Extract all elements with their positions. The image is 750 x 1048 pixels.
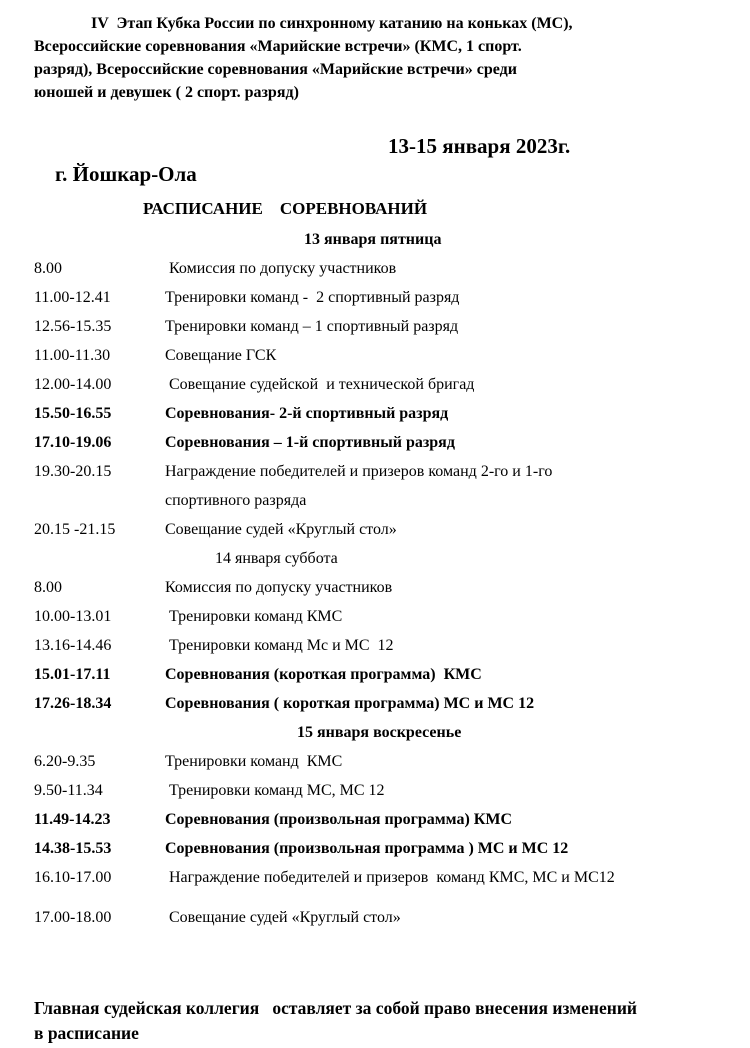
day-section <box>34 225 740 544</box>
document-title-line: IV Этап Кубка России по синхронному катанию на коньках (МС), <box>91 15 573 32</box>
city-date-row <box>34 132 740 186</box>
schedule-row <box>34 428 740 457</box>
schedule-row <box>34 689 740 718</box>
schedule-row <box>34 747 740 776</box>
schedule-row <box>34 283 740 312</box>
row-time: 13.16-14.46 <box>34 637 112 654</box>
row-description: Тренировки команд МС, МС 12 <box>165 782 385 799</box>
row-time: 12.00-14.00 <box>34 376 112 393</box>
row-description: Награждение победителей и призеров команд 2-го и 1-го <box>165 463 553 480</box>
row-time: 17.26-18.34 <box>34 695 112 712</box>
row-description: Тренировки команд КМС <box>165 753 343 770</box>
row-time: 14.38-15.53 <box>34 840 112 857</box>
schedule-days <box>34 225 740 932</box>
row-time: 11.00-12.41 <box>34 289 111 306</box>
row-time: 17.10-19.06 <box>34 434 112 451</box>
row-time <box>34 486 165 515</box>
row-description: Тренировки команд Мс и МС 12 <box>165 637 394 654</box>
row-description: Тренировки команд КМС <box>165 608 343 625</box>
day-section <box>34 718 740 932</box>
schedule-row <box>34 863 740 892</box>
row-description: Награждение победителей и призеров команд КМС, МС и МС12 <box>165 869 615 886</box>
schedule-row <box>34 834 740 863</box>
row-time: 16.10-17.00 <box>34 869 112 886</box>
schedule-row <box>34 631 740 660</box>
schedule-row <box>34 486 740 515</box>
row-description: Комиссия по допуску участников <box>165 260 397 277</box>
schedule-row <box>34 805 740 834</box>
row-time: 10.00-13.01 <box>34 608 112 625</box>
row-description: спортивного разряда <box>165 492 307 509</box>
schedule-row <box>34 515 740 544</box>
row-description: Соревнования (произвольная программа ) МС и МС 12 <box>165 840 569 857</box>
schedule-row <box>34 776 740 805</box>
row-time: 19.30-20.15 <box>34 463 112 480</box>
row-description: Совещание судей «Круглый стол» <box>165 521 397 538</box>
row-time: 11.49-14.23 <box>34 811 111 828</box>
row-description: Совещание судейской и технической бригад <box>165 376 475 393</box>
day-header: 14 января суббота <box>215 550 338 567</box>
row-time: 17.00-18.00 <box>34 909 112 926</box>
row-description: Соревнования- 2-й спортивный разряд <box>165 405 449 422</box>
document-title <box>34 12 740 104</box>
schedule-row <box>34 903 740 932</box>
city-name: г. Йошкар-Ола <box>55 162 197 186</box>
row-time: 12.56-15.35 <box>34 318 112 335</box>
row-time: 11.00-11.30 <box>34 347 111 364</box>
schedule-row <box>34 312 740 341</box>
schedule-row <box>34 457 740 486</box>
row-time: 20.15 -21.15 <box>34 521 116 538</box>
row-description: Соревнования (произвольная программа) КМС <box>165 811 513 828</box>
document-title-line: разряд), Всероссийские соревнования «Марийские встречи» среди <box>34 61 517 78</box>
row-time: 6.20-9.35 <box>34 753 96 770</box>
row-description: Комиссия по допуску участников <box>165 579 393 596</box>
schedule-title: РАСПИСАНИЕ СОРЕВНОВАНИЙ <box>143 199 428 218</box>
row-description: Соревнования ( короткая программа) МС и МС 12 <box>165 695 535 712</box>
schedule-row <box>34 660 740 689</box>
row-description: Тренировки команд - 2 спортивный разряд <box>165 289 460 306</box>
document-title-line: Всероссийские соревнования «Марийские встречи» (КМС, 1 спорт. <box>34 38 522 55</box>
row-description: Совещание судей «Круглый стол» <box>165 909 401 926</box>
schedule-row <box>34 399 740 428</box>
schedule-row <box>34 254 740 283</box>
row-time: 15.50-16.55 <box>34 405 112 422</box>
schedule-row <box>34 602 740 631</box>
day-section <box>34 544 740 718</box>
row-time: 8.00 <box>34 579 62 596</box>
schedule-row <box>34 573 740 602</box>
event-dates: 13-15 января 2023г. <box>388 134 571 158</box>
document-title-line: юношей и девушек ( 2 спорт. разряд) <box>34 84 299 101</box>
row-description: Соревнования (короткая программа) КМС <box>165 666 482 683</box>
footer-line: в расписание <box>34 1023 139 1043</box>
row-time: 9.50-11.34 <box>34 782 103 799</box>
day-header: 15 января воскресенье <box>297 724 462 741</box>
row-description: Соревнования – 1-й спортивный разряд <box>165 434 455 451</box>
footer-line: Главная судейская коллегия оставляет за собой право внесения изменений <box>34 998 637 1018</box>
schedule-row <box>34 341 740 370</box>
row-description: Тренировки команд – 1 спортивный разряд <box>165 318 459 335</box>
day-header: 13 января пятница <box>304 231 442 248</box>
row-time: 8.00 <box>34 260 62 277</box>
footer-note <box>34 996 740 1046</box>
row-time: 15.01-17.11 <box>34 666 111 683</box>
row-description: Совещание ГСК <box>165 347 277 364</box>
schedule-row <box>34 370 740 399</box>
